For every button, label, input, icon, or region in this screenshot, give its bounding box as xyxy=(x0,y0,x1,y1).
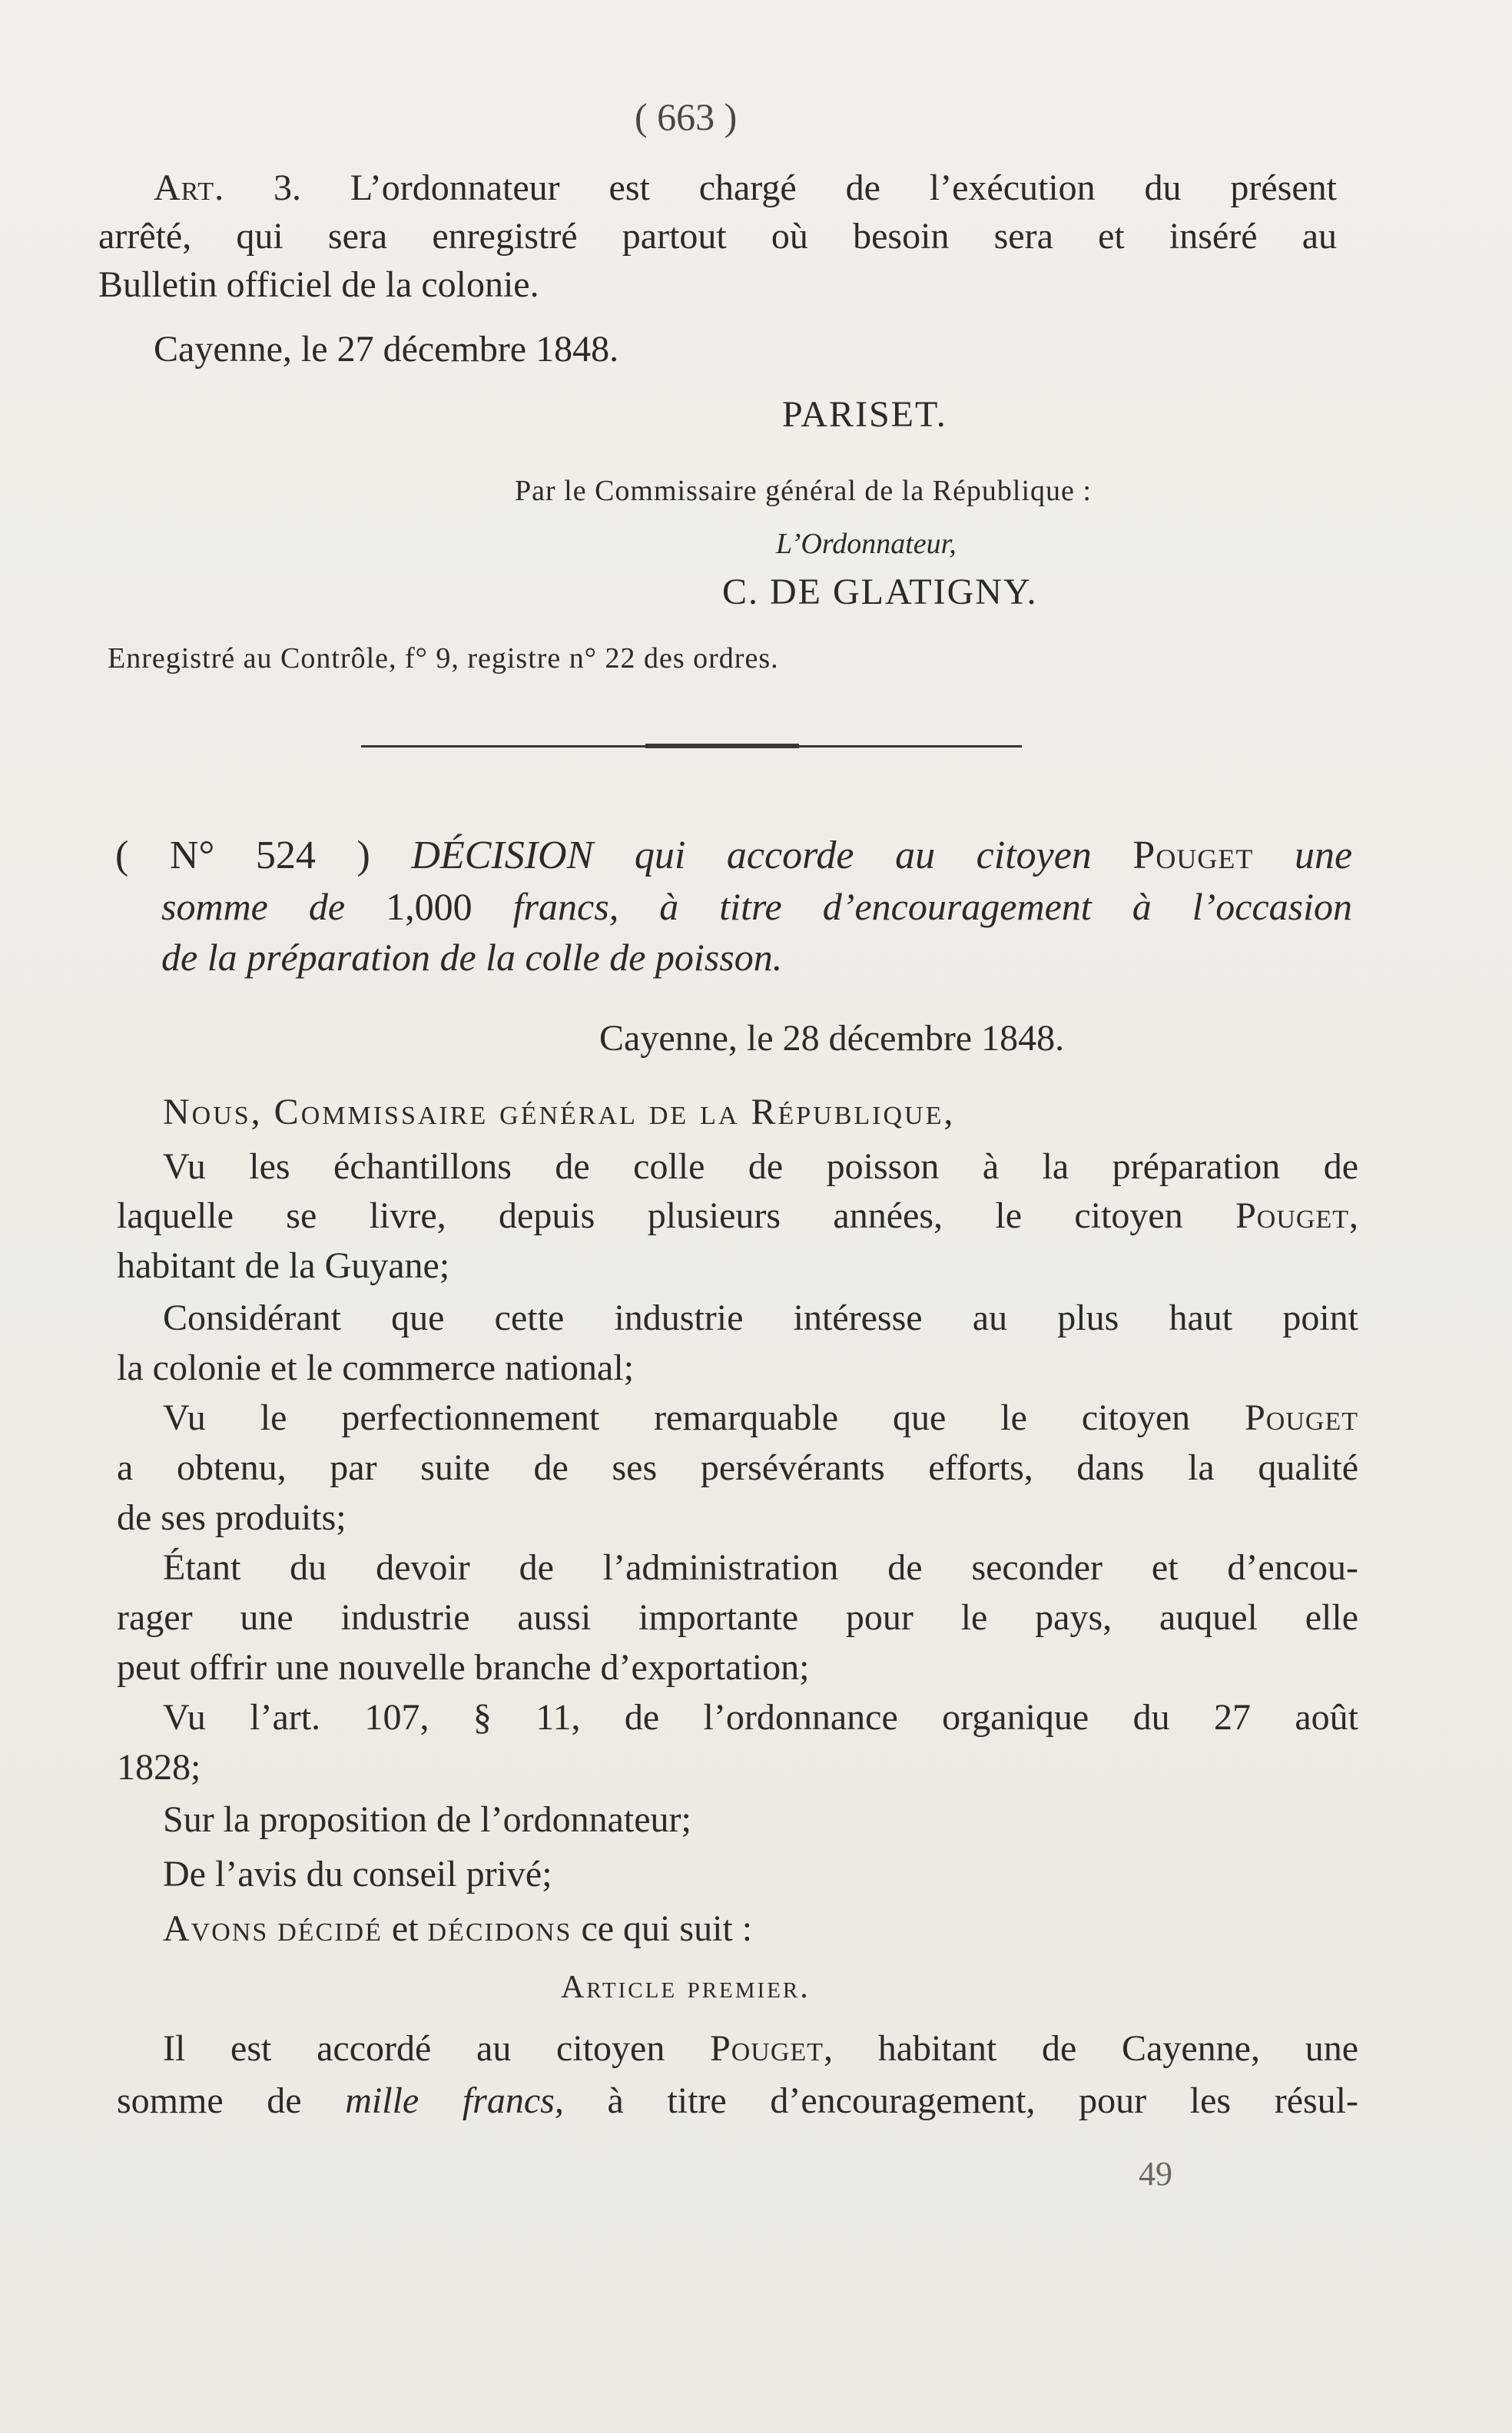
p4-line-3: peut offrir une nouvelle branche d’exportation; xyxy=(117,1647,810,1688)
p3-line-3: de ses produits; xyxy=(117,1497,346,1538)
art3-line-1 xyxy=(154,165,1337,211)
art3-line-2: arrêté, qui sera enregistré partout où besoin sera et inséré au xyxy=(98,216,1337,257)
art3-line-3: Bulletin officiel de la colonie. xyxy=(98,264,539,305)
art1-somme: somme de xyxy=(117,2080,302,2121)
enregistre-line: Enregistré au Contrôle, f° 9, registre n° 22 des ordres. xyxy=(108,642,779,675)
p1-line-3: habitant de la Guyane; xyxy=(117,1245,450,1286)
art1-pouget: Pouget xyxy=(710,2028,824,2069)
p3-pouget: Pouget xyxy=(1245,1397,1359,1438)
p4-line-2: rager une industrie aussi importante pour le pays, auquel elle xyxy=(117,1597,1358,1638)
decision-title-name: Pouget xyxy=(1132,834,1254,877)
decision-title-francs: francs, à titre d’encouragement à l’occasion xyxy=(512,885,1353,928)
p1-comma: , xyxy=(1349,1195,1358,1236)
art1-mille-francs: mille francs, xyxy=(345,2080,564,2121)
decision-title-line-3: de la préparation de la colle de poisson. xyxy=(161,936,783,979)
art1-line-2 xyxy=(117,2078,1358,2124)
art3-label: Art. xyxy=(154,167,225,208)
p4-line-1: Étant du devoir de l’administration de seconder et d’encou- xyxy=(163,1547,1358,1588)
ordonnateur-name: C. DE GLATIGNY. xyxy=(722,572,1038,612)
avons-word: Avons xyxy=(163,1908,269,1949)
art3-text-1: L’ordonnateur est chargé de l’exécution du présent xyxy=(350,167,1338,208)
decidons-word: décidons xyxy=(427,1908,572,1949)
article-premier-heading: Article premier. xyxy=(561,1970,811,2005)
decision-title-rest: qui accorde au citoyen xyxy=(634,834,1092,877)
art1-line-1-text: Il est accordé au citoyen xyxy=(163,2028,665,2069)
p3-line-1 xyxy=(163,1395,1358,1441)
nous-commissaire-line: Nous, Commissaire général de la République, xyxy=(163,1092,956,1132)
decision-title-amount: 1,000 xyxy=(386,885,472,928)
decision-title-line-2 xyxy=(161,883,1352,930)
art3-number: 3. xyxy=(273,167,301,208)
ce-qui-suit: ce qui suit : xyxy=(581,1908,753,1949)
separator-rule-center xyxy=(645,744,799,748)
et-word: et xyxy=(391,1908,419,1949)
ordonnateur-title: L’Ordonnateur, xyxy=(776,528,957,560)
decision-title-end: une xyxy=(1294,834,1353,877)
art1-line-2-rest: à titre d’encouragement, pour les résul- xyxy=(607,2080,1359,2121)
separator-rule-right xyxy=(799,745,1022,747)
signatory-name: PARISET. xyxy=(782,394,947,435)
p1-line-1: Vu les échantillons de colle de poisson à la préparation de xyxy=(163,1146,1358,1187)
decision-date-line: Cayenne, le 28 décembre 1848. xyxy=(599,1018,1065,1059)
p5-line-1: Vu l’art. 107, § 11, de l’ordonnance organique du 27 août xyxy=(163,1697,1358,1738)
decision-title-somme: somme de xyxy=(161,885,346,928)
p1-line-2 xyxy=(117,1193,1358,1239)
p1-pouget: Pouget xyxy=(1235,1195,1349,1236)
separator-rule-left xyxy=(361,745,645,747)
decide-word: décidé xyxy=(277,1908,383,1949)
page-footer-number: 49 xyxy=(1139,2155,1172,2193)
arrete-date-line: Cayenne, le 27 décembre 1848. xyxy=(154,329,619,370)
art1-line-1 xyxy=(163,2026,1358,2072)
art1-line-1-rest: , habitant de Cayenne, une xyxy=(823,2028,1359,2069)
p2-line-1: Considérant que cette industrie intéresse au plus haut point xyxy=(163,1298,1358,1338)
p6-line: Sur la proposition de l’ordonnateur; xyxy=(163,1799,691,1840)
page-number-header: ( 663 ) xyxy=(635,95,738,138)
avons-decide-line xyxy=(163,1906,752,1952)
decision-number: ( N° 524 ) xyxy=(115,834,370,877)
par-le-commissaire: Par le Commissaire général de la République : xyxy=(515,475,1092,507)
p3-line-2: a obtenu, par suite de ses persévérants efforts, dans la qualité xyxy=(117,1447,1358,1488)
p5-line-2: 1828; xyxy=(117,1747,201,1788)
decision-title-line-1 xyxy=(115,833,1352,879)
decision-title-word: DÉCISION xyxy=(411,834,594,877)
p1-line-2-text: laquelle se livre, depuis plusieurs années, le citoyen xyxy=(117,1195,1183,1236)
p2-line-2: la colonie et le commerce national; xyxy=(117,1347,635,1388)
p3-line-1-text: Vu le perfectionnement remarquable que le citoyen xyxy=(163,1397,1191,1438)
p7-line: De l’avis du conseil privé; xyxy=(163,1854,552,1894)
